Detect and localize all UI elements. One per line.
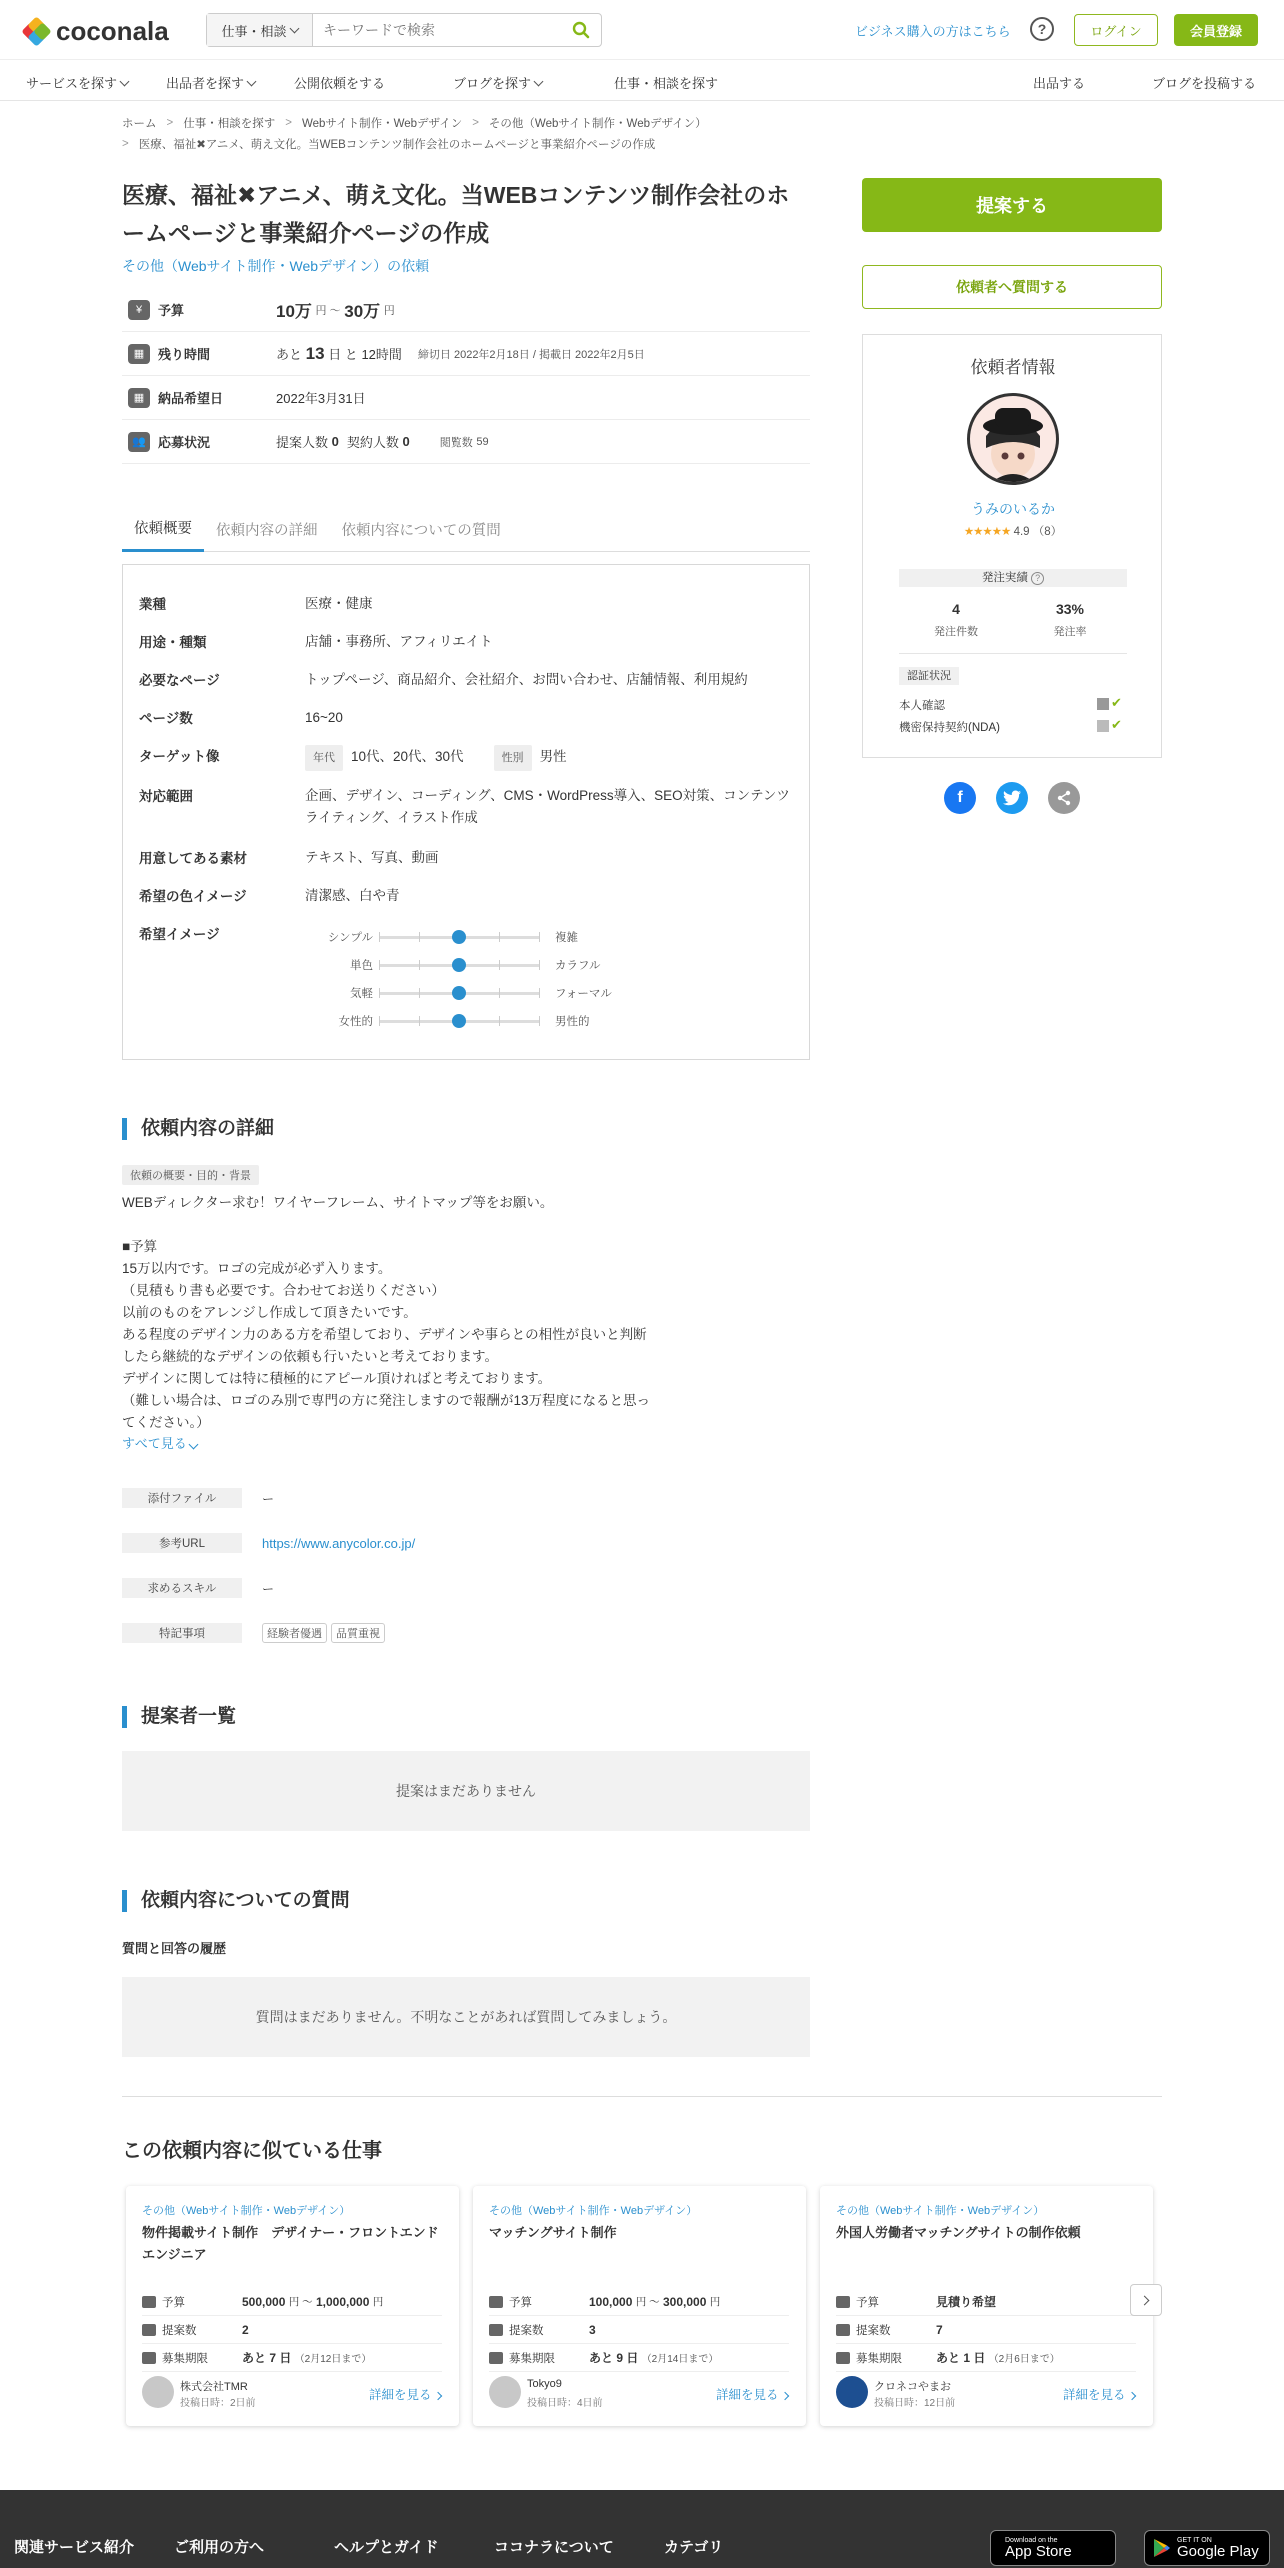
job-title: マッチングサイト制作 (489, 2225, 617, 2240)
deadline-note: （2月6日まで） (988, 2354, 1060, 2365)
site-header (0, 0, 1284, 60)
calendar-icon: ▦ (128, 344, 150, 364)
poster-name: Tokyo9 (527, 2378, 562, 2390)
tab-details[interactable]: 依頼内容の詳細 (216, 522, 318, 539)
google-play-label: Google Play (1177, 2543, 1259, 2560)
slider-tick (539, 932, 540, 942)
orders-count-label: 発注件数 (934, 626, 978, 638)
breadcrumb-item[interactable]: ホーム (122, 118, 157, 130)
proposals-label: 提案数 (162, 2324, 197, 2337)
tab-questions[interactable]: 依頼内容についての質問 (341, 522, 501, 539)
budget-unit: 円 (383, 304, 395, 317)
search-button[interactable] (561, 14, 601, 46)
slider-tick (499, 988, 500, 998)
chevron-right-icon (434, 2392, 442, 2400)
budget-value: 100,000 (589, 2294, 633, 2309)
proposals-label: 提案数 (509, 2324, 544, 2337)
proposals-label: 提案数 (856, 2324, 891, 2337)
job-deadline-row (489, 2344, 789, 2372)
overview-key: 用途・種類 (139, 635, 207, 650)
footer-categories[interactable]: カテゴリ (664, 2539, 724, 2556)
slider-tick (419, 1016, 420, 1026)
chevron-down-icon (289, 24, 299, 34)
slider-knob (452, 1014, 466, 1028)
breadcrumb-line-2 (122, 136, 655, 152)
applicants-label: 応募状況 (158, 435, 211, 450)
overview-row (139, 885, 795, 907)
view-details-label: 詳細を見る (716, 2388, 779, 2402)
overview-value: 企画、デザイン、コーディング、CMS・WordPress導入、SEO対策、コンテンツライティング、イラスト作成 (305, 788, 790, 825)
job-budget-row (836, 2288, 1136, 2316)
deadline-note: （2月12日まで） (294, 2354, 372, 2365)
verified-check-icon: ✔ (1097, 717, 1122, 733)
search-category-label: 仕事・相談 (221, 23, 287, 39)
target-values (305, 745, 795, 771)
budget-label: 予算 (158, 303, 185, 318)
deadline-value: あと 9 日 (589, 2351, 639, 2365)
features-row (122, 1623, 389, 1643)
section-divider (122, 2096, 1162, 2097)
facebook-share-icon[interactable]: f (944, 782, 976, 814)
similar-job-card[interactable] (473, 2186, 806, 2426)
proposals-value: 3 (589, 2322, 596, 2337)
breadcrumb-separator: > (285, 117, 292, 129)
slider-left-label: 単色 (350, 960, 373, 972)
overview-row (139, 847, 795, 869)
similar-jobs-heading: この依頼内容に似ている仕事 (122, 2140, 382, 2162)
budget-value: 500,000 (242, 2294, 286, 2309)
target-sex-tag: 性別 (494, 745, 532, 771)
details-tag: 依頼の概要・目的・背景 (122, 1165, 259, 1185)
deadline-value: あと 1 日 (936, 2351, 986, 2365)
yen-icon (836, 2296, 850, 2308)
show-all-link[interactable] (122, 1433, 197, 1452)
chevron-down-icon (247, 76, 257, 86)
budget-max: 30万 (344, 302, 381, 321)
breadcrumb-item[interactable]: その他（Webサイト制作・Webデザイン） (488, 118, 707, 130)
slider-right-label: カラフル (555, 960, 601, 972)
job-proposals-row (489, 2316, 789, 2344)
attachment-label: 添付ファイル (122, 1488, 242, 1508)
posted-time: 投稿日時：4日前 (527, 2398, 603, 2409)
breadcrumb-item[interactable]: Webサイト制作・Webデザイン (301, 118, 463, 130)
preference-slider (303, 927, 763, 947)
yen-icon (142, 2296, 156, 2308)
poster-name: 株式会社TMR (180, 2381, 248, 2393)
overview-key: 用意してある素材 (139, 851, 247, 866)
job-title: 物件掲載サイト制作 デザイナー・フロントエンドエンジニア (142, 2225, 439, 2262)
help-icon[interactable]: ? (1031, 572, 1044, 585)
tab-overview[interactable]: 依頼概要 (122, 506, 204, 552)
slider-tick (419, 988, 420, 998)
nav-label: 仕事・相談を探す (614, 76, 719, 91)
calendar-icon (142, 2352, 156, 2364)
nav-find-sellers[interactable] (166, 73, 255, 92)
app-store-label: App Store (1005, 2543, 1072, 2560)
category-link[interactable]: その他（Webサイト制作・Webデザイン）の依頼 (122, 258, 430, 274)
view-details-label: 詳細を見る (1063, 2388, 1126, 2402)
overview-key: 希望イメージ (139, 927, 220, 942)
target-age-tag: 年代 (305, 745, 343, 771)
slider-tick (499, 932, 500, 942)
calendar-icon (489, 2352, 503, 2364)
poster-avatar (836, 2376, 868, 2408)
poster-name: クロネコやまお (874, 2381, 951, 2393)
job-proposals-row (836, 2316, 1136, 2344)
slider-tick (379, 1016, 380, 1026)
slider-right-label: 男性的 (555, 1016, 590, 1028)
rating-stars-icon: ★★★★★ (963, 526, 1011, 538)
nav-label: サービスを探す (26, 76, 118, 91)
footer-for-users[interactable]: ご利用の方へ (174, 2539, 265, 2556)
overview-key: ターゲット像 (139, 749, 220, 764)
budget-value-max: 300,000 (663, 2294, 707, 2309)
overview-row (139, 785, 795, 829)
slider-tick (539, 1016, 540, 1026)
breadcrumb (122, 115, 707, 131)
nav-find-blogs[interactable] (453, 73, 542, 92)
orders-rate: 33% (1055, 601, 1085, 617)
job-deadline-row (836, 2344, 1136, 2372)
preference-slider (303, 955, 763, 975)
features-label: 特記事項 (122, 1623, 242, 1643)
similar-job-card[interactable] (126, 2186, 459, 2426)
overview-row (139, 593, 795, 615)
remaining-prefix: あと (276, 347, 303, 362)
verified-check-icon: ✔ (1097, 695, 1122, 711)
nav-label: 出品者を探す (166, 76, 245, 91)
business-purchase-link[interactable]: ビジネス購入の方はこちら (855, 24, 1011, 39)
orders-count: 4 (952, 601, 960, 617)
share-nodes-icon (1056, 790, 1072, 806)
chevron-right-icon (1128, 2392, 1136, 2400)
detail-tabs (122, 506, 810, 552)
proposals-label: 提案人数 (276, 435, 329, 450)
logo-mark-icon (24, 19, 50, 45)
nav-find-jobs[interactable] (614, 73, 718, 92)
app-store-small: Download on the (1005, 2537, 1058, 2544)
feature-chip: 品質重視 (331, 1623, 385, 1643)
nav-post-request[interactable] (294, 73, 385, 92)
job-title: 外国人労働者マッチングサイトの制作依頼 (836, 2225, 1081, 2240)
budget-value-max: 1,000,000 (316, 2294, 370, 2309)
google-play-icon (1153, 2538, 1171, 2558)
budget-label: 予算 (856, 2296, 879, 2309)
chevron-down-icon (189, 1440, 199, 1450)
applicants-row (122, 420, 810, 464)
calendar-icon: ▦ (128, 388, 150, 408)
skills-value: ー (262, 1581, 275, 1596)
budget-sep: 円 〜 (315, 304, 341, 317)
view-details-link[interactable] (716, 2385, 788, 2403)
google-play-small: GET IT ON (1177, 2537, 1212, 2544)
help-icon[interactable]: ? (1030, 17, 1054, 41)
delivery-row (122, 376, 810, 420)
reference-url-link[interactable]: https://www.anycolor.co.jp/ (262, 1535, 416, 1551)
slider-tick (499, 1016, 500, 1026)
budget-label: 予算 (509, 2296, 532, 2309)
slider-left-label: 気軽 (350, 988, 373, 1000)
nav-label: 出品する (1033, 76, 1086, 91)
logo-text: coconala (56, 16, 169, 46)
views-count: 59 (476, 435, 489, 448)
budget-sep: 円 〜 (288, 2296, 313, 2308)
budget-min: 10万 (276, 302, 312, 321)
avatar-illustration-icon (970, 396, 1056, 482)
poster-avatar (489, 2376, 521, 2408)
reference-url-row (122, 1533, 415, 1553)
slider-knob (452, 986, 466, 1000)
proposers-empty: 提案はまだありません (122, 1751, 810, 1831)
attachment-value: ー (262, 1491, 275, 1506)
contracts-count: 0 (402, 434, 410, 449)
delivery-date: 2022年3月31日 (276, 391, 366, 406)
budget-unit: 円 (709, 2296, 721, 2308)
slider-tick (379, 988, 380, 998)
page-title: 医療、福祉✖︎アニメ、萌え文化。当WEBコンテンツ制作会社のホームページと事業紹介ページの作成 (122, 182, 790, 246)
job-budget-row (489, 2288, 789, 2316)
chevron-right-icon (1140, 2295, 1150, 2305)
remaining-mid: 日 と (328, 347, 358, 362)
questions-history-label: 質問と回答の履歴 (122, 1941, 227, 1956)
footer-related-services[interactable]: 関連サービス紹介 (14, 2539, 135, 2556)
divider (899, 653, 1127, 654)
preference-slider (303, 983, 763, 1003)
breadcrumb-separator: > (122, 138, 129, 150)
views-label: 閲覧数 (439, 436, 473, 449)
rating-count: （8） (1032, 526, 1063, 538)
breadcrumb-current: 医療、福祉✖︎アニメ、萌え文化。当WEBコンテンツ制作会社のホームページと事業紹介ページの作成 (138, 139, 656, 151)
overview-box (122, 564, 810, 1060)
slider-track (379, 992, 539, 995)
deadline-value: あと 7 日 (242, 2351, 292, 2365)
proposals-value: 2 (242, 2322, 249, 2337)
budget-unit: 円 (372, 2296, 384, 2308)
chevron-down-icon (120, 76, 130, 86)
search-input[interactable] (313, 14, 561, 46)
questions-empty: 質問はまだありません。不明なことがあれば質問してみましょう。 (122, 1977, 810, 2057)
people-icon: 👥 (128, 432, 150, 452)
view-details-label: 詳細を見る (369, 2388, 432, 2402)
overview-row (139, 707, 795, 729)
chevron-down-icon (534, 76, 544, 86)
slider-tick (379, 932, 380, 942)
overview-key: 希望の色イメージ (139, 889, 247, 904)
footer-help-guide[interactable]: ヘルプとガイド (334, 2539, 439, 2556)
remaining-label: 残り時間 (158, 347, 211, 362)
overview-value: テキスト、写真、動画 (305, 850, 439, 865)
nav-label: ブログを投稿する (1152, 76, 1257, 91)
overview-row (139, 631, 795, 653)
budget-sep: 円 〜 (635, 2296, 660, 2308)
attachment-row (122, 1488, 274, 1508)
skills-row (122, 1578, 274, 1598)
slider-left-label: 女性的 (338, 1016, 373, 1028)
overview-row (139, 669, 795, 691)
overview-row (139, 745, 795, 771)
verify-item-identity: 本人確認 (899, 700, 945, 712)
remaining-time-row (122, 332, 810, 376)
yen-icon (489, 2296, 503, 2308)
signup-button[interactable]: 会員登録 (1174, 14, 1258, 46)
proposals-count: 0 (331, 434, 339, 449)
proposers-heading: 提案者一覧 (122, 1706, 236, 1728)
orders-heading-label: 発注実績 (981, 572, 1028, 584)
job-proposals-row (142, 2316, 442, 2344)
overview-row (139, 923, 305, 943)
details-heading: 依頼内容の詳細 (122, 1118, 274, 1140)
search-icon (572, 21, 590, 39)
contracts-label: 契約人数 (346, 435, 399, 450)
target-sex: 男性 (539, 749, 567, 764)
chevron-right-icon (781, 2392, 789, 2400)
slider-tick (419, 932, 420, 942)
slider-tick (419, 960, 420, 970)
posted-time: 投稿日時：2日前 (180, 2398, 256, 2409)
login-button[interactable]: ログイン (1074, 14, 1158, 46)
breadcrumb-separator: > (472, 117, 479, 129)
client-avatar[interactable] (967, 393, 1059, 485)
ask-client-button[interactable]: 依頼者へ質問する (862, 265, 1162, 309)
deadline-label: 募集期限 (509, 2352, 555, 2365)
overview-value: 店舗・事務所、アフィリエイト (305, 634, 493, 649)
preference-slider (303, 1011, 763, 1031)
deadline-note: （2月14日まで） (641, 2354, 719, 2365)
proposals-value: 7 (936, 2322, 943, 2337)
speech-bubble-icon (142, 2324, 156, 2336)
reference-url-label: 参考URL (122, 1533, 242, 1553)
slider-track (379, 1020, 539, 1023)
client-info-card (862, 334, 1162, 758)
verify-heading: 認証状況 (899, 667, 959, 685)
skills-label: 求めるスキル (122, 1578, 242, 1598)
site-footer (0, 2490, 1284, 2568)
deadline-label: 募集期限 (856, 2352, 902, 2365)
breadcrumb-separator: > (166, 117, 174, 129)
verify-item-nda: 機密保持契約(NDA) (899, 722, 1000, 734)
remaining-hours: 12時間 (361, 347, 402, 362)
poster-avatar (142, 2376, 174, 2408)
search-bar (206, 13, 602, 47)
budget-label: 予算 (162, 2296, 185, 2309)
view-details-link[interactable] (1063, 2385, 1135, 2403)
slider-tick (539, 988, 540, 998)
overview-key: ページ数 (139, 711, 193, 726)
budget-value: 見積り希望 (936, 2295, 997, 2309)
sub-navigation (0, 61, 1284, 101)
speech-bubble-icon (836, 2324, 850, 2336)
nav-label: ブログを探す (453, 76, 532, 91)
coconala-logo[interactable] (24, 16, 169, 47)
overview-key: 必要なページ (139, 673, 220, 688)
job-category: その他（Webサイト制作・Webデザイン） (489, 2205, 698, 2217)
job-category: その他（Webサイト制作・Webデザイン） (142, 2205, 351, 2217)
slider-right-label: 複雑 (555, 932, 578, 944)
yen-icon: ¥ (128, 300, 150, 320)
google-play-badge[interactable] (1144, 2530, 1270, 2566)
view-details-link[interactable] (369, 2385, 441, 2403)
overview-key: 対応範囲 (139, 789, 193, 804)
job-category: その他（Webサイト制作・Webデザイン） (836, 2205, 1045, 2217)
details-text: WEBディレクター求む！ワイヤーフレーム、サイトマップ等をお願い。 ■予算 15万以内です。ロゴの完成が必ず入ります。 （見積もり書も必要です。合わせてお送りください） 以前のものをアレンジし作成して頂きたいです。 ある程度のデザイン力のある方を希望しており、デザインや事らとの相性が良いと判断 したら継続的なデザインの依頼も行いたいと考えております。 デザインに関しては特に積極的にアピール頂ければと考えております。 （難しい場合は、ロゴのみ別で専門の方に発注しますので報酬が13万程度になると思っ てください。） (122, 1195, 651, 1430)
nav-label: 公開依頼をする (294, 76, 386, 91)
nav-sell[interactable] (1033, 73, 1085, 92)
slider-tick (499, 960, 500, 970)
share-icon[interactable] (1048, 782, 1080, 814)
delivery-label: 納品希望日 (158, 391, 224, 406)
similar-job-card[interactable] (820, 2186, 1153, 2426)
remaining-dates: 締切日 2022年2月18日 / 掲載日 2022年2月5日 (417, 348, 645, 361)
slider-knob (452, 958, 466, 972)
app-store-badge[interactable] (990, 2530, 1116, 2566)
nav-find-services[interactable] (26, 73, 128, 92)
orders-rate-label: 発注率 (1053, 626, 1087, 638)
client-name-link[interactable]: うみのいるか (971, 501, 1055, 517)
slider-tick (379, 960, 380, 970)
budget-row (122, 288, 810, 332)
job-deadline-row (142, 2344, 442, 2372)
overview-value: 16~20 (305, 710, 343, 725)
slider-track (379, 964, 539, 967)
twitter-bird-icon (1003, 790, 1021, 806)
slider-tick (539, 960, 540, 970)
propose-button[interactable]: 提案する (862, 178, 1162, 232)
slider-track (379, 936, 539, 939)
overview-value: 医療・健康 (305, 596, 373, 611)
slider-knob (452, 930, 466, 944)
nav-post-blog[interactable] (1152, 73, 1256, 92)
orders-heading (899, 569, 1127, 587)
job-budget-row (142, 2288, 442, 2316)
target-age: 10代、20代、30代 (351, 749, 464, 764)
slider-right-label: フォーマル (555, 988, 612, 1000)
breadcrumb-item[interactable]: 仕事・相談を探す (183, 118, 276, 130)
deadline-label: 募集期限 (162, 2352, 208, 2365)
client-rating (863, 523, 1163, 539)
client-info-heading: 依頼者情報 (970, 358, 1056, 377)
feature-chip: 経験者優遇 (262, 1623, 327, 1643)
slider-left-label: シンプル (327, 932, 373, 944)
questions-heading: 依頼内容についての質問 (122, 1890, 350, 1912)
show-all-label: すべて見る (122, 1436, 187, 1451)
overview-value: 清潔感、白や青 (305, 888, 400, 903)
posted-time: 投稿日時：12日前 (874, 2398, 956, 2409)
speech-bubble-icon (489, 2324, 503, 2336)
footer-about[interactable]: ココナラについて (494, 2539, 614, 2556)
twitter-share-icon[interactable] (996, 782, 1028, 814)
carousel-next-button[interactable] (1130, 2284, 1162, 2316)
calendar-icon (836, 2352, 850, 2364)
overview-key: 業種 (139, 597, 166, 612)
overview-value: トップページ、商品紹介、会社紹介、お問い合わせ、店舗情報、利用規約 (305, 672, 748, 687)
remaining-days: 13 (305, 343, 325, 363)
search-category-select[interactable] (207, 14, 313, 46)
rating-value: 4.9 (1013, 526, 1030, 538)
